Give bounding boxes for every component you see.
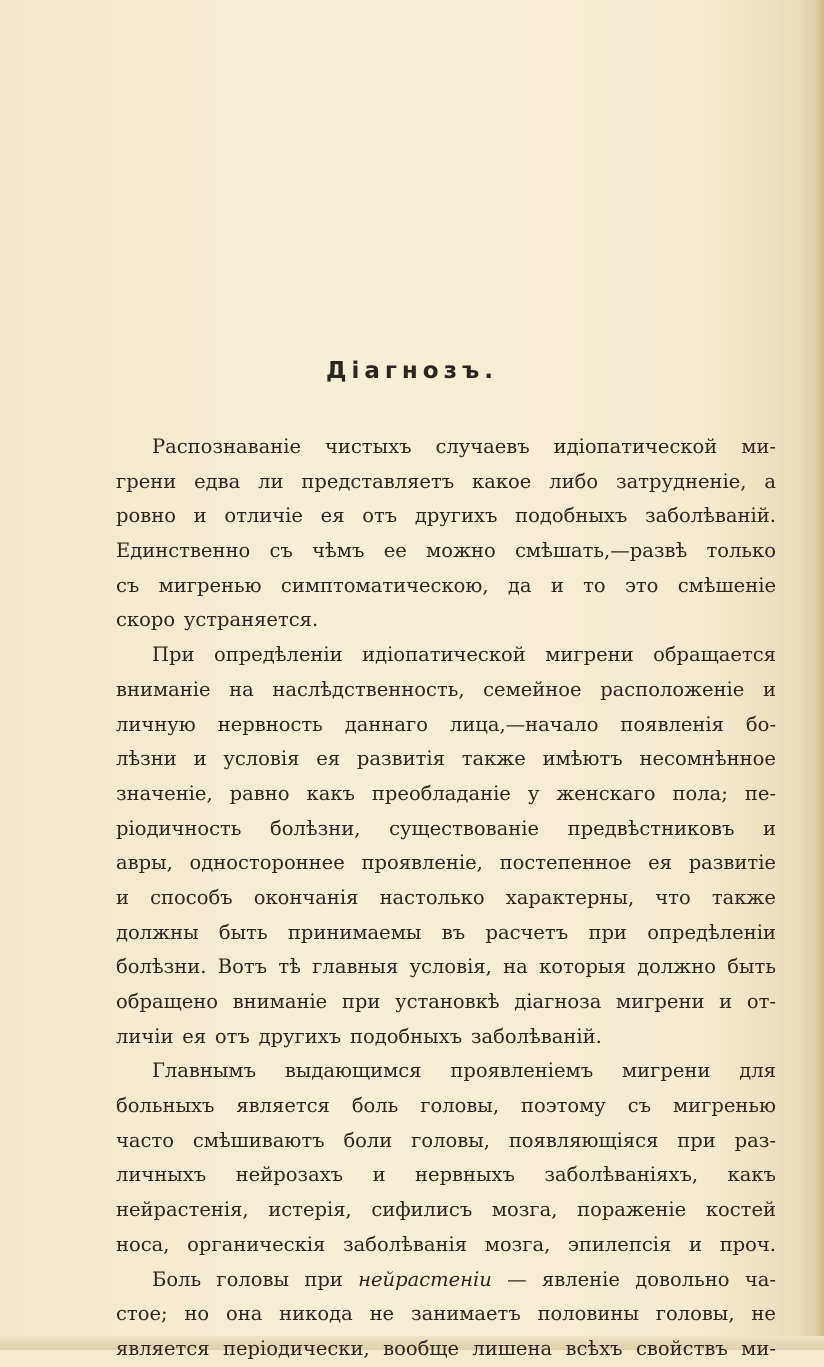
word: органическія	[187, 1232, 326, 1256]
word: чистыхъ	[324, 435, 412, 458]
word: затрудненіе,	[615, 469, 747, 493]
text-line	[116, 499, 776, 534]
word: пораженіе	[577, 1198, 687, 1222]
word: представляетъ	[301, 469, 455, 493]
word: проявленіе,	[361, 851, 483, 875]
word: сифилисъ	[371, 1198, 473, 1222]
word: половины	[537, 1302, 639, 1326]
word: мигрени	[545, 643, 634, 667]
word: раз-	[734, 1128, 776, 1152]
word: ли	[258, 469, 284, 493]
word: при	[588, 920, 627, 944]
word: и	[193, 504, 207, 528]
word: пола;	[672, 781, 728, 805]
word: эпилепсія	[568, 1232, 672, 1256]
text-line	[116, 569, 776, 604]
word: принимаемы	[287, 920, 422, 944]
word: также	[711, 885, 776, 909]
word: заболѣваніяхъ,	[544, 1163, 699, 1187]
word: не	[751, 1302, 776, 1326]
word: обращается	[653, 643, 776, 667]
word: существованіе	[389, 816, 539, 840]
text-line	[116, 985, 776, 1020]
text-line	[116, 777, 776, 812]
word: можно	[426, 539, 496, 563]
word: проявленіемъ	[450, 1059, 594, 1083]
word: отъ	[214, 1024, 250, 1048]
body-text	[116, 430, 776, 1367]
word: При	[152, 643, 195, 667]
word: что	[655, 885, 691, 909]
word: отъ	[362, 504, 398, 528]
word: у	[527, 781, 540, 805]
word: даннаго	[344, 712, 428, 736]
word: отличіе	[224, 504, 303, 528]
text-line	[116, 1158, 776, 1193]
word: быть	[727, 955, 776, 979]
word: характерны,	[505, 885, 635, 909]
word: всѣхъ	[565, 1336, 623, 1360]
word: условія	[223, 747, 300, 771]
text-line	[116, 881, 776, 916]
word: настолько	[379, 885, 485, 909]
word: мигренью	[672, 1094, 776, 1118]
word: грени	[116, 469, 177, 493]
word: ея	[648, 851, 672, 875]
word: съ	[627, 1094, 652, 1118]
word: главныя	[312, 955, 399, 979]
word: также	[461, 747, 526, 771]
word: и	[116, 885, 129, 909]
word: только	[706, 539, 776, 563]
page-edge-right	[814, 0, 824, 1350]
word: идіопатической	[362, 643, 526, 667]
word: женскаго	[556, 781, 656, 805]
text-line	[116, 673, 776, 708]
word: съ	[269, 539, 293, 563]
word: смѣшать,—развѣ	[515, 539, 688, 563]
word: никода	[279, 1302, 353, 1326]
word: ея	[320, 504, 345, 528]
word: на	[229, 677, 254, 701]
word: ея	[182, 1024, 207, 1048]
word: для	[739, 1059, 776, 1083]
word: истерія,	[268, 1198, 352, 1222]
word: и	[689, 1232, 702, 1256]
text-line	[116, 950, 776, 985]
word: семейное	[483, 677, 582, 701]
word: носа,	[116, 1232, 170, 1256]
word: нейрастеніи	[358, 1267, 492, 1291]
text-line	[116, 708, 776, 743]
word: съ	[116, 573, 140, 597]
word: появленія	[620, 712, 724, 736]
word: которыя	[539, 955, 626, 979]
text-line	[116, 1089, 776, 1124]
word: боли	[343, 1128, 393, 1152]
word: смѣшиваютъ	[192, 1128, 325, 1152]
word: появляющіяся	[508, 1128, 659, 1152]
word: постепенное	[499, 851, 632, 875]
word: стое;	[116, 1302, 168, 1326]
word: либо	[549, 469, 599, 493]
word: нейрастенія,	[116, 1198, 249, 1222]
word: при	[677, 1128, 716, 1152]
word: одностороннее	[189, 851, 345, 875]
word: ея	[316, 747, 341, 771]
word: значеніе,	[116, 781, 213, 805]
word: въ	[441, 920, 466, 944]
word: и	[762, 677, 776, 701]
word: расположеніе	[600, 677, 745, 701]
word: она	[225, 1302, 263, 1326]
text-line	[116, 465, 776, 500]
word: является	[236, 1094, 330, 1118]
word: предвѣстниковъ	[567, 816, 735, 840]
word: способъ	[150, 885, 233, 909]
word: какъ	[727, 1163, 776, 1187]
word: а	[764, 469, 776, 493]
word: идіопатической	[553, 435, 718, 458]
word: личную	[116, 712, 196, 736]
word: лѣзни	[116, 747, 177, 771]
word: на	[503, 955, 528, 979]
word: при	[341, 990, 381, 1013]
word: вниманіе	[232, 990, 328, 1013]
text-line	[116, 638, 776, 673]
word: болѣзни.	[116, 955, 207, 979]
word: и	[762, 816, 776, 840]
text-line	[116, 1228, 776, 1263]
word: наслѣдственность,	[272, 677, 465, 701]
word: ровно	[116, 504, 176, 528]
word: явленіе	[541, 1267, 620, 1291]
word: ми-	[741, 435, 776, 458]
word: заболѣванія	[343, 1232, 468, 1256]
text-line	[116, 1263, 776, 1298]
word: мозга,	[491, 1198, 558, 1222]
text-line	[116, 916, 776, 951]
word: преобладаніе	[371, 781, 511, 805]
text-line	[116, 1054, 776, 1089]
word: бо-	[745, 712, 776, 736]
word: часто	[116, 1128, 174, 1152]
word: какое	[472, 469, 532, 493]
word: должны	[116, 920, 199, 944]
word: личныхъ	[116, 1163, 207, 1187]
word: какъ	[306, 781, 355, 805]
word: ріодичность	[116, 816, 242, 840]
word: скоро	[116, 608, 176, 632]
word: обращено	[116, 990, 218, 1013]
word: выдающимся	[284, 1059, 422, 1083]
word: Вотъ	[217, 955, 268, 979]
word: довольно	[635, 1267, 730, 1291]
word: головы,	[420, 1094, 500, 1118]
word: вниманіе	[116, 677, 211, 701]
word: от-	[746, 990, 776, 1013]
text-line	[116, 1124, 776, 1159]
word: болѣзни,	[270, 816, 361, 840]
word: расчетъ	[485, 920, 569, 944]
word: ми-	[741, 1336, 776, 1360]
word: опредѣленіи	[213, 643, 343, 667]
word: заболѣваній.	[645, 504, 776, 528]
word: мигрени	[621, 1059, 711, 1083]
word: —	[507, 1267, 527, 1291]
word: костей	[705, 1198, 776, 1222]
word: мигрени	[616, 990, 705, 1013]
word: личіи	[116, 1024, 174, 1048]
word: является	[116, 1336, 210, 1360]
word: авры,	[116, 851, 173, 875]
word: Распознаваніе	[152, 435, 302, 458]
text-line	[116, 1193, 776, 1228]
word: діагноза	[514, 990, 602, 1013]
word: условія,	[409, 955, 492, 979]
word: но	[184, 1302, 210, 1326]
word: установкѣ	[395, 990, 500, 1013]
word: равно	[229, 781, 290, 805]
word: подобныхъ	[349, 1024, 463, 1048]
word: головы,	[411, 1128, 490, 1152]
word: свойствъ	[636, 1336, 728, 1360]
word: нервныхъ	[415, 1163, 515, 1187]
word: и	[193, 747, 207, 771]
word: развитія	[356, 747, 445, 771]
word: заболѣваній.	[470, 1024, 602, 1048]
word: это	[624, 573, 659, 597]
text-line	[116, 846, 776, 881]
word: головы	[216, 1267, 289, 1291]
word: періодически,	[222, 1336, 370, 1360]
word: ее	[383, 539, 407, 563]
word: и	[719, 990, 733, 1013]
text-line	[116, 812, 776, 847]
word: быть	[218, 920, 268, 944]
text-line	[116, 742, 776, 777]
word: вообще	[383, 1336, 459, 1360]
text-line	[116, 603, 776, 638]
word: пе-	[744, 781, 776, 805]
word: другихъ	[258, 1024, 342, 1048]
word: нейрозахъ	[235, 1163, 344, 1187]
word: ча-	[744, 1267, 776, 1291]
word: то	[583, 573, 606, 597]
word: Главнымъ	[152, 1059, 256, 1083]
word: боль	[351, 1094, 399, 1118]
word: несомнѣнное	[639, 747, 776, 771]
word: случаевъ	[435, 435, 530, 458]
word: чѣмъ	[312, 539, 365, 563]
word: нервность	[217, 712, 323, 736]
text-line	[116, 534, 776, 569]
word: едва	[194, 469, 241, 493]
word: головы,	[655, 1302, 735, 1326]
word: окончанія	[253, 885, 359, 909]
text-line	[116, 430, 776, 465]
word: Единственно	[116, 539, 251, 563]
word: другихъ	[414, 504, 498, 528]
word: должно	[637, 955, 716, 979]
word: развитіе	[688, 851, 776, 875]
text-line	[116, 1020, 776, 1055]
word: лишена	[472, 1336, 553, 1360]
word: и	[550, 573, 564, 597]
word: мигренью	[158, 573, 262, 597]
word: при	[304, 1267, 343, 1291]
word: больныхъ	[116, 1094, 215, 1118]
word: Боль	[152, 1267, 202, 1291]
word: занимаетъ	[410, 1302, 521, 1326]
word: опредѣленіи	[647, 920, 776, 944]
word: да	[507, 573, 532, 597]
word: не	[369, 1302, 395, 1326]
word: и	[372, 1163, 386, 1187]
word: имѣютъ	[542, 747, 623, 771]
word: симптоматическою,	[280, 573, 489, 597]
word: лица,—начало	[449, 712, 599, 736]
word: тѣ	[278, 955, 301, 979]
text-line	[116, 1332, 776, 1367]
word: поэтому	[520, 1094, 606, 1118]
word: смѣшеніе	[677, 573, 776, 597]
word: проч.	[719, 1232, 776, 1256]
word: подобныхъ	[515, 504, 628, 528]
word: устраняется.	[183, 608, 319, 632]
word: мозга,	[484, 1232, 551, 1256]
section-title: Діагнозъ.	[326, 358, 498, 384]
text-line	[116, 1297, 776, 1332]
